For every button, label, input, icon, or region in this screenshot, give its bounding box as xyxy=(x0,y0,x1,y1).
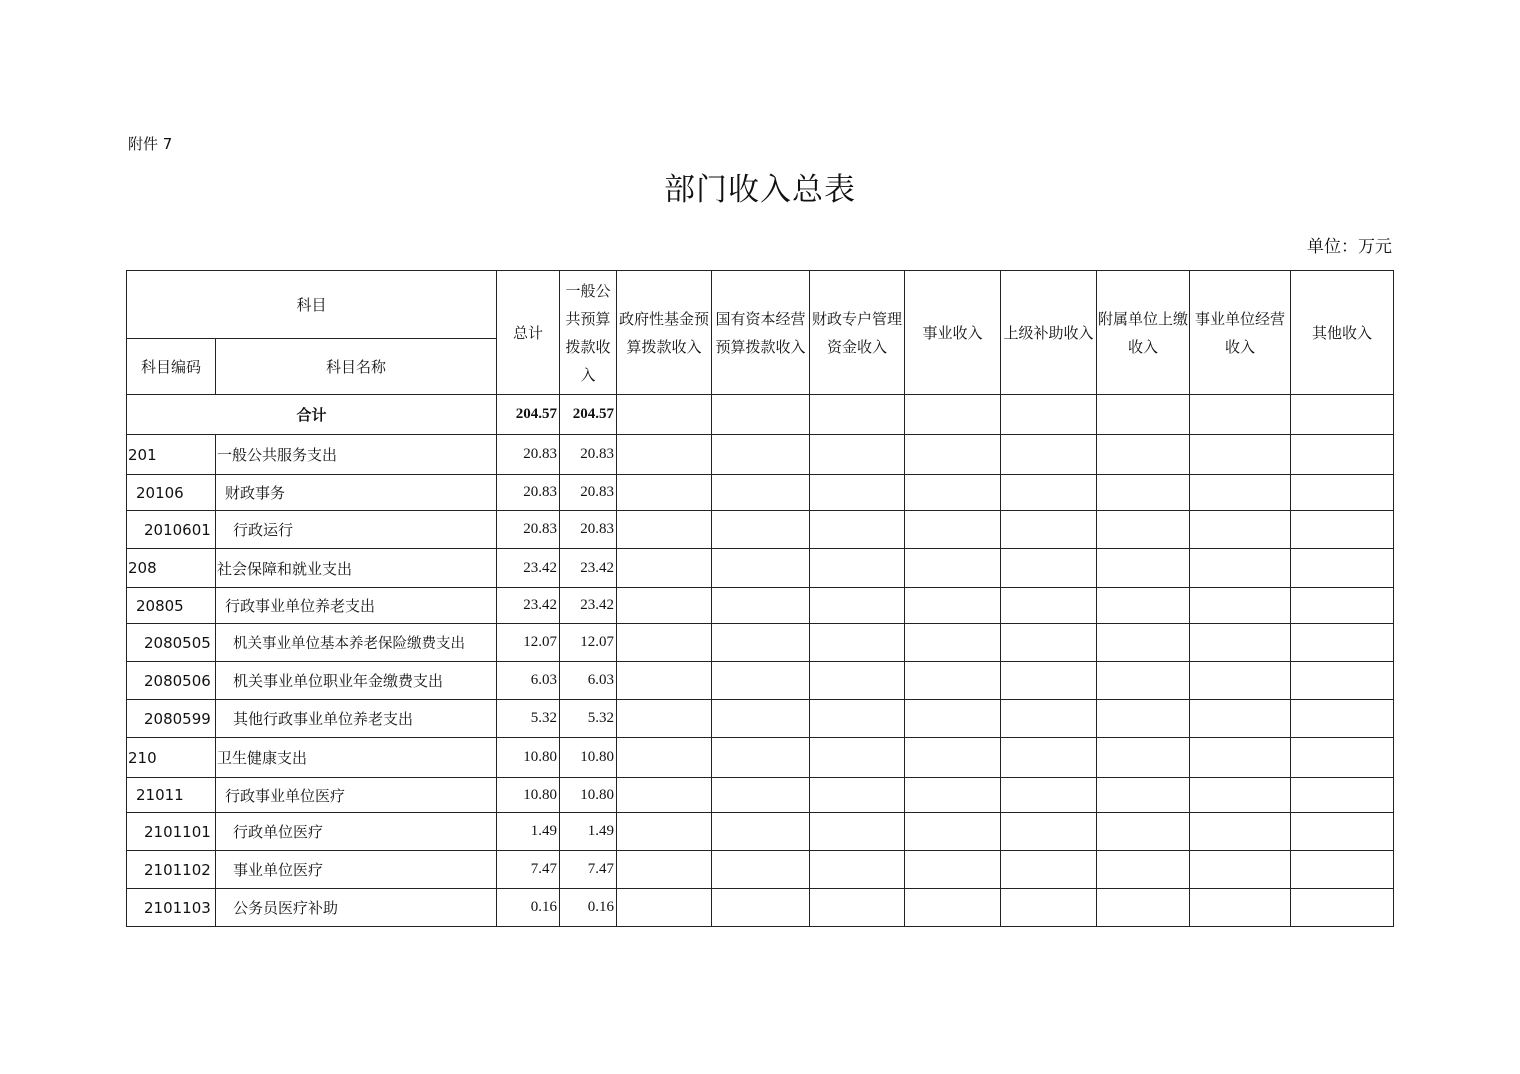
row-total: 12.07 xyxy=(497,624,560,662)
row-code: 2080506 xyxy=(127,662,216,700)
header-operating: 事业单位经营收入 xyxy=(1190,271,1291,395)
row-total: 20.83 xyxy=(497,511,560,549)
row-name: 行政事业单位养老支出 xyxy=(216,588,497,624)
income-summary-table xyxy=(126,270,1394,927)
row-total: 20.83 xyxy=(497,435,560,475)
row-code: 20106 xyxy=(127,475,216,511)
header-superior-subsidy: 上级补助收入 xyxy=(1001,271,1097,395)
row-code: 2010601 xyxy=(127,511,216,549)
row-name: 一般公共服务支出 xyxy=(216,435,497,475)
row-total: 7.47 xyxy=(497,851,560,889)
row-general-budget: 10.80 xyxy=(560,778,617,813)
row-name: 财政事务 xyxy=(216,475,497,511)
row-general-budget: 7.47 xyxy=(560,851,617,889)
total-general-budget: 204.57 xyxy=(560,395,617,435)
header-name: 科目名称 xyxy=(216,339,497,395)
row-total: 20.83 xyxy=(497,475,560,511)
row-name: 行政运行 xyxy=(216,511,497,549)
header-gov-fund: 政府性基金预算拨款收入 xyxy=(617,271,712,395)
total-row xyxy=(127,395,1394,435)
table-row xyxy=(127,889,1394,927)
table-row xyxy=(127,475,1394,511)
row-code: 208 xyxy=(127,549,216,588)
row-code: 210 xyxy=(127,738,216,778)
row-general-budget: 5.32 xyxy=(560,700,617,738)
page-title: 部门收入总表 xyxy=(664,172,856,208)
row-code: 2101101 xyxy=(127,813,216,851)
row-general-budget: 20.83 xyxy=(560,475,617,511)
header-subject: 科目 xyxy=(127,271,497,339)
row-code: 2080599 xyxy=(127,700,216,738)
row-general-budget: 20.83 xyxy=(560,435,617,475)
table-row xyxy=(127,813,1394,851)
row-total: 23.42 xyxy=(497,549,560,588)
header-affiliated: 附属单位上缴收入 xyxy=(1097,271,1190,395)
row-code: 2101102 xyxy=(127,851,216,889)
row-total: 5.32 xyxy=(497,700,560,738)
row-code: 201 xyxy=(127,435,216,475)
table-row xyxy=(127,700,1394,738)
row-total: 10.80 xyxy=(497,778,560,813)
row-total: 0.16 xyxy=(497,889,560,927)
header-special-mgmt: 财政专户管理资金收入 xyxy=(810,271,905,395)
table-row xyxy=(127,511,1394,549)
row-name: 机关事业单位职业年金缴费支出 xyxy=(216,662,497,700)
table-row xyxy=(127,851,1394,889)
row-name: 行政事业单位医疗 xyxy=(216,778,497,813)
row-total: 23.42 xyxy=(497,588,560,624)
row-general-budget: 6.03 xyxy=(560,662,617,700)
table-row xyxy=(127,662,1394,700)
row-name: 事业单位医疗 xyxy=(216,851,497,889)
total-label: 合计 xyxy=(127,395,497,435)
row-total: 1.49 xyxy=(497,813,560,851)
row-general-budget: 12.07 xyxy=(560,624,617,662)
row-total: 10.80 xyxy=(497,738,560,778)
header-business: 事业收入 xyxy=(905,271,1001,395)
row-general-budget: 20.83 xyxy=(560,511,617,549)
attachment-label: 附件 7 xyxy=(128,135,173,153)
row-name: 行政单位医疗 xyxy=(216,813,497,851)
row-code: 2080505 xyxy=(127,624,216,662)
row-name: 卫生健康支出 xyxy=(216,738,497,778)
row-general-budget: 10.80 xyxy=(560,738,617,778)
row-code: 21011 xyxy=(127,778,216,813)
row-general-budget: 1.49 xyxy=(560,813,617,851)
row-name: 社会保障和就业支出 xyxy=(216,549,497,588)
total-value: 204.57 xyxy=(497,395,560,435)
row-general-budget: 23.42 xyxy=(560,588,617,624)
row-general-budget: 0.16 xyxy=(560,889,617,927)
row-total: 6.03 xyxy=(497,662,560,700)
row-name: 公务员医疗补助 xyxy=(216,889,497,927)
row-code: 2101103 xyxy=(127,889,216,927)
table-row xyxy=(127,738,1394,778)
header-code: 科目编码 xyxy=(127,339,216,395)
row-general-budget: 23.42 xyxy=(560,549,617,588)
header-state-capital: 国有资本经营预算拨款收入 xyxy=(712,271,810,395)
table-row xyxy=(127,435,1394,475)
header-other: 其他收入 xyxy=(1291,271,1394,395)
row-name: 机关事业单位基本养老保险缴费支出 xyxy=(216,624,497,662)
row-name: 其他行政事业单位养老支出 xyxy=(216,700,497,738)
row-code: 20805 xyxy=(127,588,216,624)
table-row xyxy=(127,588,1394,624)
unit-label: 单位：万元 xyxy=(1307,237,1392,257)
header-general-budget: 一般公共预算拨款收入 xyxy=(560,271,617,395)
table-row xyxy=(127,778,1394,813)
header-total: 总计 xyxy=(497,271,560,395)
table-row xyxy=(127,624,1394,662)
table-row xyxy=(127,549,1394,588)
